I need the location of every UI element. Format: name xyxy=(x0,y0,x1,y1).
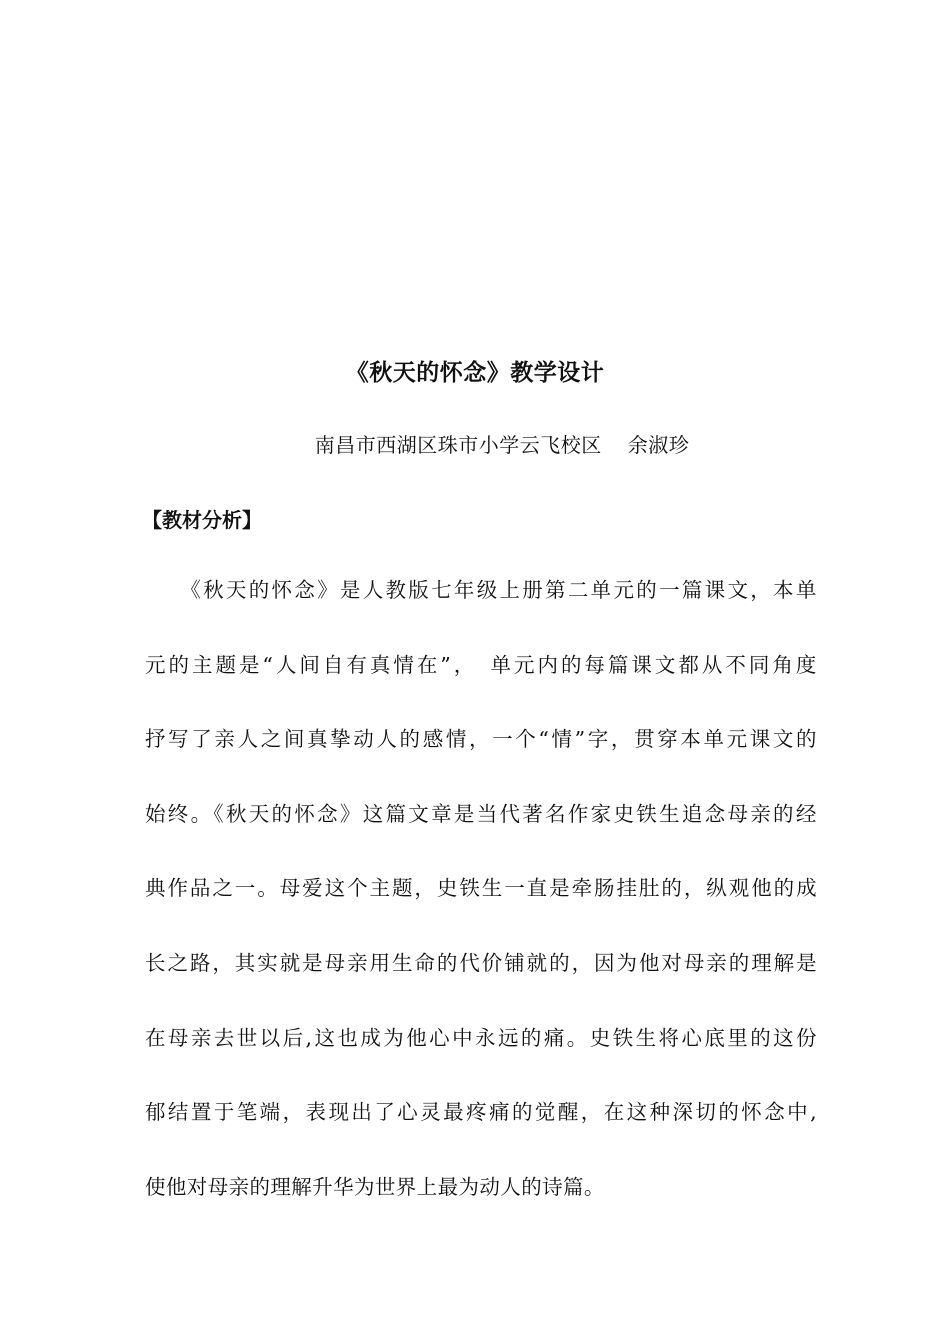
paragraph-line: 始终。《秋天的怀念》这篇文章是当代著名作家史铁生追念母亲的经 xyxy=(145,801,819,826)
paragraph-line: 抒写了亲人之间真挚动人的感情，一个“情”字，贯穿本单元课文的 xyxy=(145,727,820,752)
document-title: 《秋天的怀念》教学设计 xyxy=(345,360,605,386)
author-name: 余淑珍 xyxy=(627,433,690,457)
author-school: 南昌市西湖区珠市小学云飞校区 xyxy=(314,433,602,457)
paragraph-line: 元的主题是“人间自有真情在”， 单元内的每篇课文都从不同角度 xyxy=(145,652,820,677)
section-heading: 【教材分析】 xyxy=(142,508,262,532)
paragraph-line: 郁结置于笔端，表现出了心灵最疼痛的觉醒，在这种深切的怀念中, xyxy=(145,1100,820,1125)
paragraph-line: 长之路，其实就是母亲用生命的代价铺就的，因为他对母亲的理解是 xyxy=(145,951,819,975)
paragraph-line: 典作品之一。母爱这个主题，史铁生一直是牵肠挂肚的，纵观他的成 xyxy=(145,876,819,901)
author-line xyxy=(0,430,950,460)
paragraph-line: 《秋天的怀念》是人教版七年级上册第二单元的一篇课文，本单 xyxy=(145,578,819,602)
paragraph-line: 在母亲去世以后,这也成为他心中永远的痛。史铁生将心底里的这份 xyxy=(145,1025,820,1050)
paragraph-line: 使他对母亲的理解升华为世界上最为动人的诗篇。 xyxy=(145,1174,605,1199)
